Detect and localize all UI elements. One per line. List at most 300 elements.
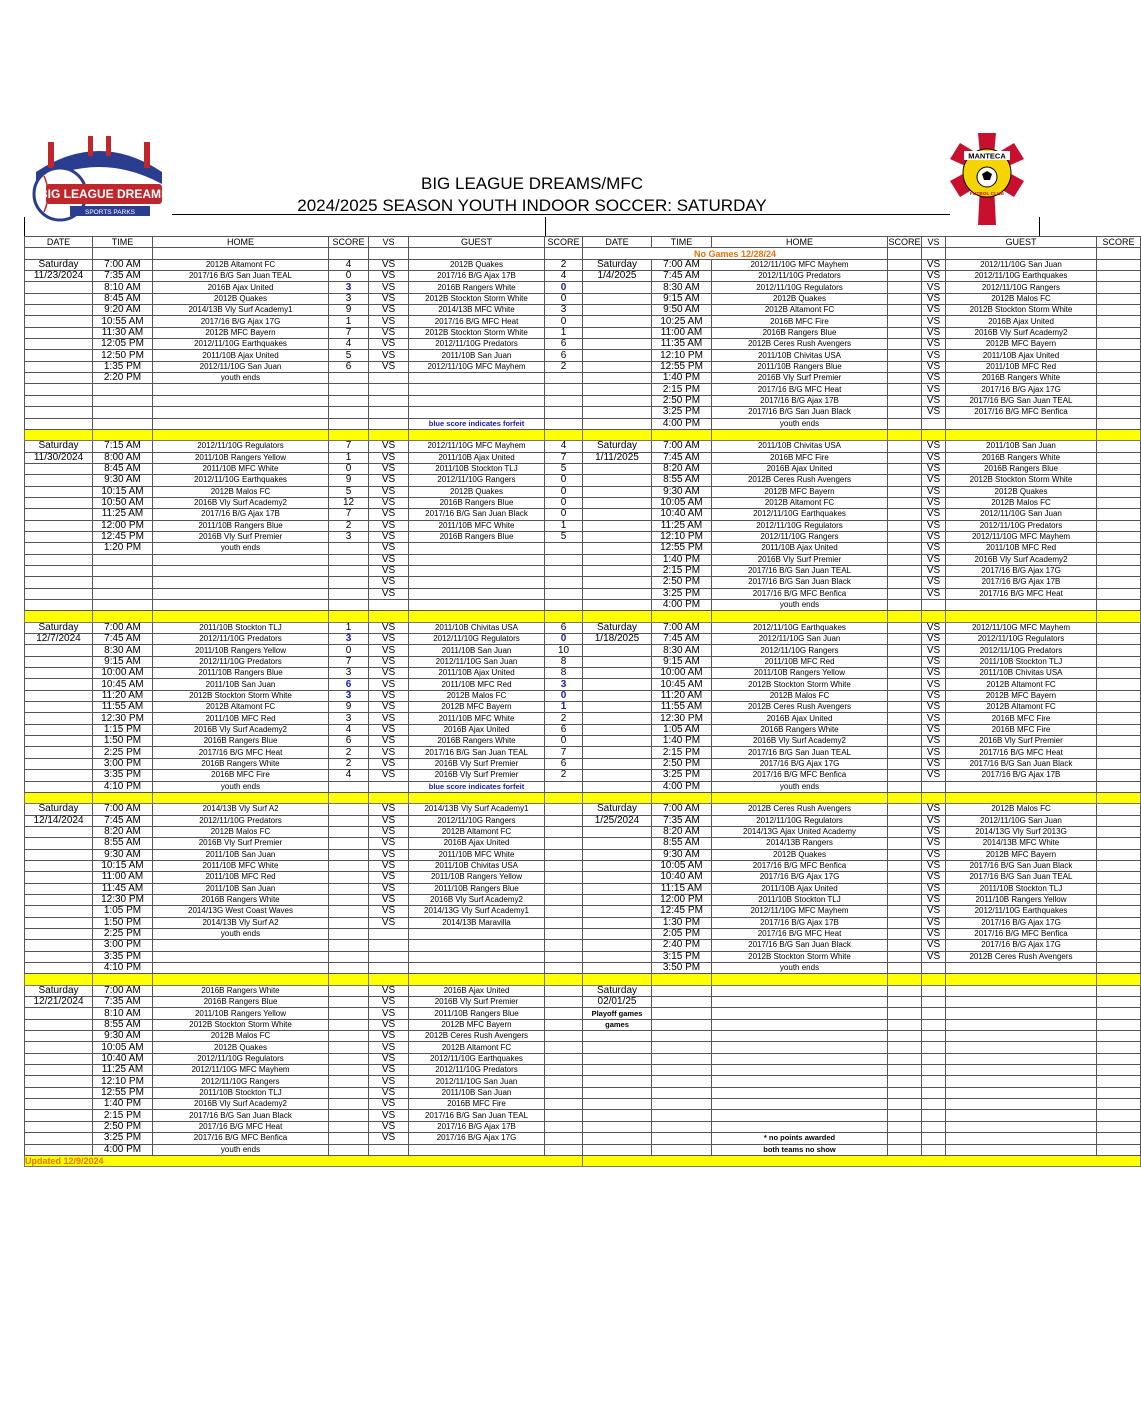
right-guest-team-cell: 2017/16 B/G San Juan Black (946, 860, 1097, 871)
left-vs-cell: VS (369, 327, 409, 338)
right-home-team-cell: 2012/11/10G Rangers (712, 645, 888, 656)
right-home-score-cell (888, 634, 922, 645)
right-time-cell: 12:45 PM (652, 906, 712, 917)
right-home-team-cell: 2017/16 B/G Ajax 17B (712, 917, 888, 928)
week-separator-row (25, 792, 1141, 803)
left-vs-cell: VS (369, 1053, 409, 1064)
left-guest-score-cell: 7 (545, 452, 583, 463)
left-guest-score-cell: 5 (545, 531, 583, 542)
no-games-note: No Games 12/28/24 (583, 248, 888, 259)
right-guest-team-cell: 2017/16 B/G San Juan TEAL (946, 872, 1097, 883)
left-guest-team-cell: 2012B Altamont FC (409, 826, 545, 837)
right-vs-cell: VS (922, 940, 946, 951)
right-date-cell (583, 305, 652, 316)
right-home-team-cell: 2012B Ceres Rush Avengers (712, 339, 888, 350)
left-home-team-cell: 2012B Malos FC (153, 826, 329, 837)
game-row (25, 350, 1141, 361)
right-time-cell (652, 1144, 712, 1155)
right-vs-cell (922, 1110, 946, 1121)
right-home-score-cell (888, 985, 922, 996)
right-date-cell (583, 736, 652, 747)
header-row (25, 237, 1141, 248)
right-vs-cell (922, 781, 946, 792)
left-guest-score-cell (545, 1008, 583, 1019)
right-date-cell (583, 361, 652, 372)
right-guest-team-cell: 2011/10B MFC Red (946, 361, 1097, 372)
left-guest-score-cell (545, 384, 583, 395)
left-home-score-cell: 4 (329, 770, 369, 781)
left-vs-cell: VS (369, 985, 409, 996)
left-home-team-cell: 2012/11/10G Predators (153, 634, 329, 645)
separator-cell (1097, 611, 1141, 622)
column-header: HOME (712, 237, 888, 248)
left-guest-team-cell: 2016B Rangers White (409, 282, 545, 293)
game-row (25, 985, 1141, 996)
left-vs-cell (369, 384, 409, 395)
left-home-team-cell: 2011/10B San Juan (153, 849, 329, 860)
left-date-cell: Saturday (25, 441, 93, 452)
right-home-team-cell (712, 1099, 888, 1110)
left-home-score-cell (329, 588, 369, 599)
right-time-cell: 11:00 AM (652, 327, 712, 338)
left-time-cell: 1:20 PM (93, 543, 153, 554)
left-guest-score-cell: 6 (545, 758, 583, 769)
left-home-score-cell: 9 (329, 305, 369, 316)
left-vs-cell: VS (369, 838, 409, 849)
right-home-team-cell: 2017/16 B/G MFC Benfica (712, 588, 888, 599)
left-guest-score-cell: 3 (545, 679, 583, 690)
right-home-score-cell (888, 928, 922, 939)
right-guest-team-cell: 2012/11/10G Earthquakes (946, 271, 1097, 282)
left-home-team-cell (153, 384, 329, 395)
right-guest-score-cell (1097, 350, 1141, 361)
left-guest-score-cell (545, 1019, 583, 1030)
right-vs-cell (922, 1121, 946, 1132)
left-home-score-cell: 4 (329, 259, 369, 270)
column-header: SCORE (545, 237, 583, 248)
left-guest-team-cell: 2017/16 B/G Ajax 17G (409, 1133, 545, 1144)
left-time-cell: 12:30 PM (93, 713, 153, 724)
right-vs-cell: VS (922, 679, 946, 690)
game-row (25, 531, 1141, 542)
right-guest-score-cell (1097, 951, 1141, 962)
left-home-team-cell: 2017/16 B/G MFC Heat (153, 1121, 329, 1132)
left-home-team-cell: 2016B Vly Surf Academy2 (153, 1099, 329, 1110)
left-guest-score-cell (545, 1110, 583, 1121)
right-date-cell (583, 407, 652, 418)
left-date-cell (25, 497, 93, 508)
right-guest-team-cell: 2016B Ajax United (946, 316, 1097, 327)
left-vs-cell: VS (369, 543, 409, 554)
game-row (25, 418, 1141, 429)
left-home-score-cell (329, 940, 369, 951)
separator-cell (93, 792, 153, 803)
left-home-score-cell (329, 838, 369, 849)
right-home-team-cell: 2017/16 B/G Ajax 17G (712, 758, 888, 769)
right-guest-team-cell: 2012B Ceres Rush Avengers (946, 951, 1097, 962)
right-home-team-cell: 2012B Stockton Storm White (712, 951, 888, 962)
game-row (25, 736, 1141, 747)
right-time-cell: 3:50 PM (652, 963, 712, 974)
left-home-team-cell: 2012/11/10G Predators (153, 815, 329, 826)
right-home-team-cell: 2016B MFC Fire (712, 452, 888, 463)
left-guest-team-cell: 2012B Malos FC (409, 690, 545, 701)
right-home-team-cell (712, 1110, 888, 1121)
right-home-team-cell (712, 1053, 888, 1064)
right-date-cell: Playoff games (583, 1008, 652, 1019)
left-home-score-cell: 3 (329, 668, 369, 679)
game-row (25, 997, 1141, 1008)
left-time-cell: 11:45 AM (93, 883, 153, 894)
left-date-cell (25, 1031, 93, 1042)
left-vs-cell: VS (369, 679, 409, 690)
left-home-score-cell (329, 860, 369, 871)
left-date-cell (25, 872, 93, 883)
left-guest-team-cell: 2016B Vly Surf Premier (409, 770, 545, 781)
right-home-score-cell (888, 1031, 922, 1042)
left-date-cell (25, 883, 93, 894)
right-time-cell: 4:00 PM (652, 418, 712, 429)
left-vs-cell: VS (369, 826, 409, 837)
right-home-score-cell (888, 475, 922, 486)
right-time-cell (652, 1087, 712, 1098)
left-guest-team-cell: 2012/11/10G Predators (409, 339, 545, 350)
right-time-cell: 2:50 PM (652, 577, 712, 588)
right-date-cell (583, 963, 652, 974)
right-home-team-cell: 2011/10B Stockton TLJ (712, 894, 888, 905)
separator-cell (25, 611, 93, 622)
left-guest-score-cell: 2 (545, 259, 583, 270)
right-guest-team-cell (946, 1144, 1097, 1155)
right-date-cell (583, 1065, 652, 1076)
right-home-team-cell: 2016B Vly Surf Premier (712, 554, 888, 565)
right-guest-team-cell: 2011/10B Rangers Yellow (946, 894, 1097, 905)
right-guest-score-cell (1097, 282, 1141, 293)
left-vs-cell: VS (369, 656, 409, 667)
left-guest-score-cell (545, 804, 583, 815)
right-guest-score-cell (1097, 407, 1141, 418)
left-guest-score-cell (545, 373, 583, 384)
right-date-cell (583, 316, 652, 327)
game-row (25, 679, 1141, 690)
left-guest-team-cell: 2012/11/10G MFC Mayhem (409, 361, 545, 372)
left-guest-team-cell: blue score indicates forfeit (409, 781, 545, 792)
left-vs-cell (369, 928, 409, 939)
left-time-cell: 1:40 PM (93, 1099, 153, 1110)
right-guest-team-cell (946, 248, 1097, 259)
left-guest-score-cell (545, 600, 583, 611)
right-home-score-cell (888, 906, 922, 917)
left-guest-score-cell (545, 883, 583, 894)
left-date-cell (25, 554, 93, 565)
right-guest-score-cell (1097, 985, 1141, 996)
left-time-cell: 8:10 AM (93, 1008, 153, 1019)
left-guest-score-cell (545, 1065, 583, 1076)
right-time-cell: 10:05 AM (652, 860, 712, 871)
right-home-team-cell: 2012B Altamont FC (712, 497, 888, 508)
left-home-score-cell (329, 928, 369, 939)
footer-row (25, 1155, 1141, 1166)
right-date-cell: Saturday (583, 985, 652, 996)
right-home-score-cell (888, 656, 922, 667)
left-date-cell (25, 350, 93, 361)
right-date-cell (583, 600, 652, 611)
left-guest-team-cell: 2017/16 B/G San Juan Black (409, 509, 545, 520)
left-guest-team-cell (409, 248, 545, 259)
right-guest-score-cell (1097, 1019, 1141, 1030)
right-vs-cell (922, 418, 946, 429)
separator-cell (1097, 792, 1141, 803)
right-home-team-cell: 2012/11/10G Regulators (712, 282, 888, 293)
left-home-team-cell (153, 395, 329, 406)
left-date-cell: 12/21/2024 (25, 997, 93, 1008)
right-guest-team-cell: 2012/11/10G Earthquakes (946, 906, 1097, 917)
right-time-cell (652, 1099, 712, 1110)
right-home-team-cell (712, 1076, 888, 1087)
right-home-score-cell (888, 577, 922, 588)
left-time-cell: 11:30 AM (93, 327, 153, 338)
column-header: DATE (583, 237, 652, 248)
right-vs-cell (922, 1065, 946, 1076)
left-home-team-cell: 2016B Vly Surf Academy2 (153, 724, 329, 735)
left-time-cell: 10:15 AM (93, 486, 153, 497)
right-date-cell (583, 1099, 652, 1110)
right-date-cell (583, 656, 652, 667)
left-time-cell: 9:30 AM (93, 475, 153, 486)
right-time-cell: 10:05 AM (652, 497, 712, 508)
right-time-cell: 7:45 AM (652, 271, 712, 282)
right-home-team-cell: 2016B MFC Fire (712, 316, 888, 327)
right-guest-score-cell (1097, 554, 1141, 565)
right-time-cell: 7:00 AM (652, 259, 712, 270)
right-time-cell: 9:50 AM (652, 305, 712, 316)
right-time-cell: 11:15 AM (652, 883, 712, 894)
left-vs-cell: VS (369, 1099, 409, 1110)
game-row (25, 894, 1141, 905)
right-guest-team-cell: 2012/11/10G Predators (946, 520, 1097, 531)
left-vs-cell: VS (369, 339, 409, 350)
column-header: DATE (25, 237, 93, 248)
left-date-cell (25, 849, 93, 860)
right-guest-score-cell (1097, 441, 1141, 452)
right-home-team-cell: both teams no show (712, 1144, 888, 1155)
right-guest-team-cell: 2011/10B Ajax United (946, 350, 1097, 361)
right-home-team-cell: 2012/11/10G Regulators (712, 520, 888, 531)
right-date-cell (583, 509, 652, 520)
right-date-cell (583, 781, 652, 792)
left-guest-score-cell (545, 248, 583, 259)
left-vs-cell (369, 373, 409, 384)
separator-cell (1097, 429, 1141, 440)
separator-cell (409, 429, 545, 440)
right-guest-team-cell: 2017/16 B/G MFC Heat (946, 747, 1097, 758)
game-row (25, 452, 1141, 463)
left-time-cell: 9:30 AM (93, 1031, 153, 1042)
game-row (25, 849, 1141, 860)
right-home-score-cell (888, 520, 922, 531)
game-row (25, 588, 1141, 599)
separator-cell (712, 974, 888, 985)
right-time-cell: 9:15 AM (652, 293, 712, 304)
left-home-team-cell: 2017/16 B/G MFC Benfica (153, 1133, 329, 1144)
left-vs-cell: VS (369, 463, 409, 474)
right-guest-team-cell: 2017/16 B/G Ajax 17G (946, 917, 1097, 928)
left-date-cell (25, 1065, 93, 1076)
separator-cell (652, 429, 712, 440)
left-home-score-cell (329, 577, 369, 588)
right-guest-team-cell: 2017/16 B/G Ajax 17B (946, 577, 1097, 588)
right-guest-team-cell: 2012/11/10G Regulators (946, 634, 1097, 645)
right-vs-cell: VS (922, 452, 946, 463)
left-home-score-cell (329, 1076, 369, 1087)
right-guest-score-cell (1097, 543, 1141, 554)
column-header: HOME (153, 237, 329, 248)
right-date-cell: games (583, 1019, 652, 1030)
right-vs-cell (922, 963, 946, 974)
right-guest-team-cell: 2012/11/10G MFC Mayhem (946, 531, 1097, 542)
left-date-cell (25, 781, 93, 792)
right-home-score-cell (888, 1008, 922, 1019)
right-vs-cell: VS (922, 577, 946, 588)
left-guest-team-cell: 2012/11/10G San Juan (409, 1076, 545, 1087)
right-guest-team-cell: 2017/16 B/G MFC Benfica (946, 407, 1097, 418)
left-time-cell: 1:50 PM (93, 736, 153, 747)
left-date-cell (25, 600, 93, 611)
left-home-score-cell (329, 963, 369, 974)
left-vs-cell: VS (369, 758, 409, 769)
right-time-cell: 12:55 PM (652, 361, 712, 372)
right-time-cell (652, 1019, 712, 1030)
right-date-cell: Saturday (583, 804, 652, 815)
right-vs-cell: VS (922, 860, 946, 871)
right-guest-score-cell (1097, 361, 1141, 372)
left-home-team-cell: 2011/10B San Juan (153, 883, 329, 894)
right-guest-score-cell (1097, 248, 1141, 259)
left-time-cell: 1:50 PM (93, 917, 153, 928)
left-date-cell (25, 418, 93, 429)
left-home-score-cell: 0 (329, 463, 369, 474)
left-vs-cell: VS (369, 1087, 409, 1098)
left-guest-score-cell: 0 (545, 690, 583, 701)
left-guest-score-cell (545, 1133, 583, 1144)
right-vs-cell: VS (922, 690, 946, 701)
separator-cell (922, 792, 946, 803)
right-home-team-cell: youth ends (712, 600, 888, 611)
game-row (25, 940, 1141, 951)
left-home-score-cell (329, 872, 369, 883)
left-date-cell: Saturday (25, 259, 93, 270)
game-row (25, 486, 1141, 497)
left-home-score-cell (329, 600, 369, 611)
left-guest-team-cell: 2011/10B MFC White (409, 520, 545, 531)
game-row (25, 724, 1141, 735)
left-home-team-cell: 2012/11/10G Predators (153, 656, 329, 667)
left-vs-cell: VS (369, 316, 409, 327)
left-date-cell (25, 963, 93, 974)
left-vs-cell: VS (369, 452, 409, 463)
left-date-cell (25, 713, 93, 724)
left-home-team-cell (153, 407, 329, 418)
right-guest-score-cell (1097, 963, 1141, 974)
right-date-cell (583, 1042, 652, 1053)
left-guest-team-cell: 2011/10B Chivitas USA (409, 860, 545, 871)
separator-cell (946, 429, 1097, 440)
right-guest-score-cell (1097, 702, 1141, 713)
separator-cell (25, 974, 93, 985)
left-home-team-cell: 2017/16 B/G Ajax 17G (153, 316, 329, 327)
right-home-team-cell: youth ends (712, 963, 888, 974)
left-home-score-cell: 6 (329, 736, 369, 747)
right-vs-cell: VS (922, 917, 946, 928)
left-time-cell: 9:30 AM (93, 849, 153, 860)
left-guest-team-cell: 2011/10B Rangers Blue (409, 1008, 545, 1019)
left-home-score-cell: 4 (329, 339, 369, 350)
left-date-cell (25, 463, 93, 474)
left-guest-team-cell (409, 554, 545, 565)
right-vs-cell: VS (922, 282, 946, 293)
right-guest-score-cell (1097, 747, 1141, 758)
left-home-team-cell: 2011/10B Stockton TLJ (153, 622, 329, 633)
right-home-score-cell (888, 361, 922, 372)
left-time-cell (93, 395, 153, 406)
right-guest-team-cell (946, 1087, 1097, 1098)
game-row (25, 520, 1141, 531)
right-home-score-cell (888, 339, 922, 350)
left-time-cell: 7:00 AM (93, 804, 153, 815)
separator-cell (888, 974, 922, 985)
right-vs-cell: VS (922, 293, 946, 304)
right-home-team-cell: 2012B Ceres Rush Avengers (712, 702, 888, 713)
right-home-team-cell: youth ends (712, 418, 888, 429)
right-time-cell: 7:00 AM (652, 804, 712, 815)
page-title: BIG LEAGUE DREAMS/MFC (421, 174, 643, 193)
right-home-score-cell (888, 702, 922, 713)
column-header: VS (922, 237, 946, 248)
left-vs-cell (369, 781, 409, 792)
left-vs-cell: VS (369, 1076, 409, 1087)
right-time-cell: 4:00 PM (652, 781, 712, 792)
left-date-cell (25, 395, 93, 406)
separator-cell (93, 974, 153, 985)
right-date-cell (583, 758, 652, 769)
right-vs-cell (922, 1053, 946, 1064)
game-row (25, 872, 1141, 883)
left-guest-team-cell: blue score indicates forfeit (409, 418, 545, 429)
left-guest-team-cell: 2016B Ajax United (409, 838, 545, 849)
right-home-score-cell (888, 565, 922, 576)
logo-right-sub: FUTBOL CLUB (969, 192, 1005, 197)
left-time-cell: 11:20 AM (93, 690, 153, 701)
separator-cell (712, 792, 888, 803)
right-time-cell (652, 1076, 712, 1087)
left-guest-score-cell: 1 (545, 327, 583, 338)
right-time-cell: 4:00 PM (652, 600, 712, 611)
left-time-cell: 4:10 PM (93, 963, 153, 974)
left-guest-team-cell: 2017/16 B/G Ajax 17B (409, 1121, 545, 1132)
left-home-score-cell: 5 (329, 486, 369, 497)
left-home-team-cell: 2011/10B MFC White (153, 860, 329, 871)
separator-cell (153, 429, 329, 440)
left-time-cell: 8:55 AM (93, 838, 153, 849)
right-home-team-cell: 2012B Altamont FC (712, 305, 888, 316)
right-home-team-cell: 2012B Stockton Storm White (712, 679, 888, 690)
left-home-score-cell: 0 (329, 645, 369, 656)
right-vs-cell: VS (922, 928, 946, 939)
right-vs-cell: VS (922, 384, 946, 395)
logo-left-sub: SPORTS PARKS (85, 209, 135, 216)
left-guest-score-cell (545, 554, 583, 565)
right-guest-team-cell: 2012B Altamont FC (946, 702, 1097, 713)
